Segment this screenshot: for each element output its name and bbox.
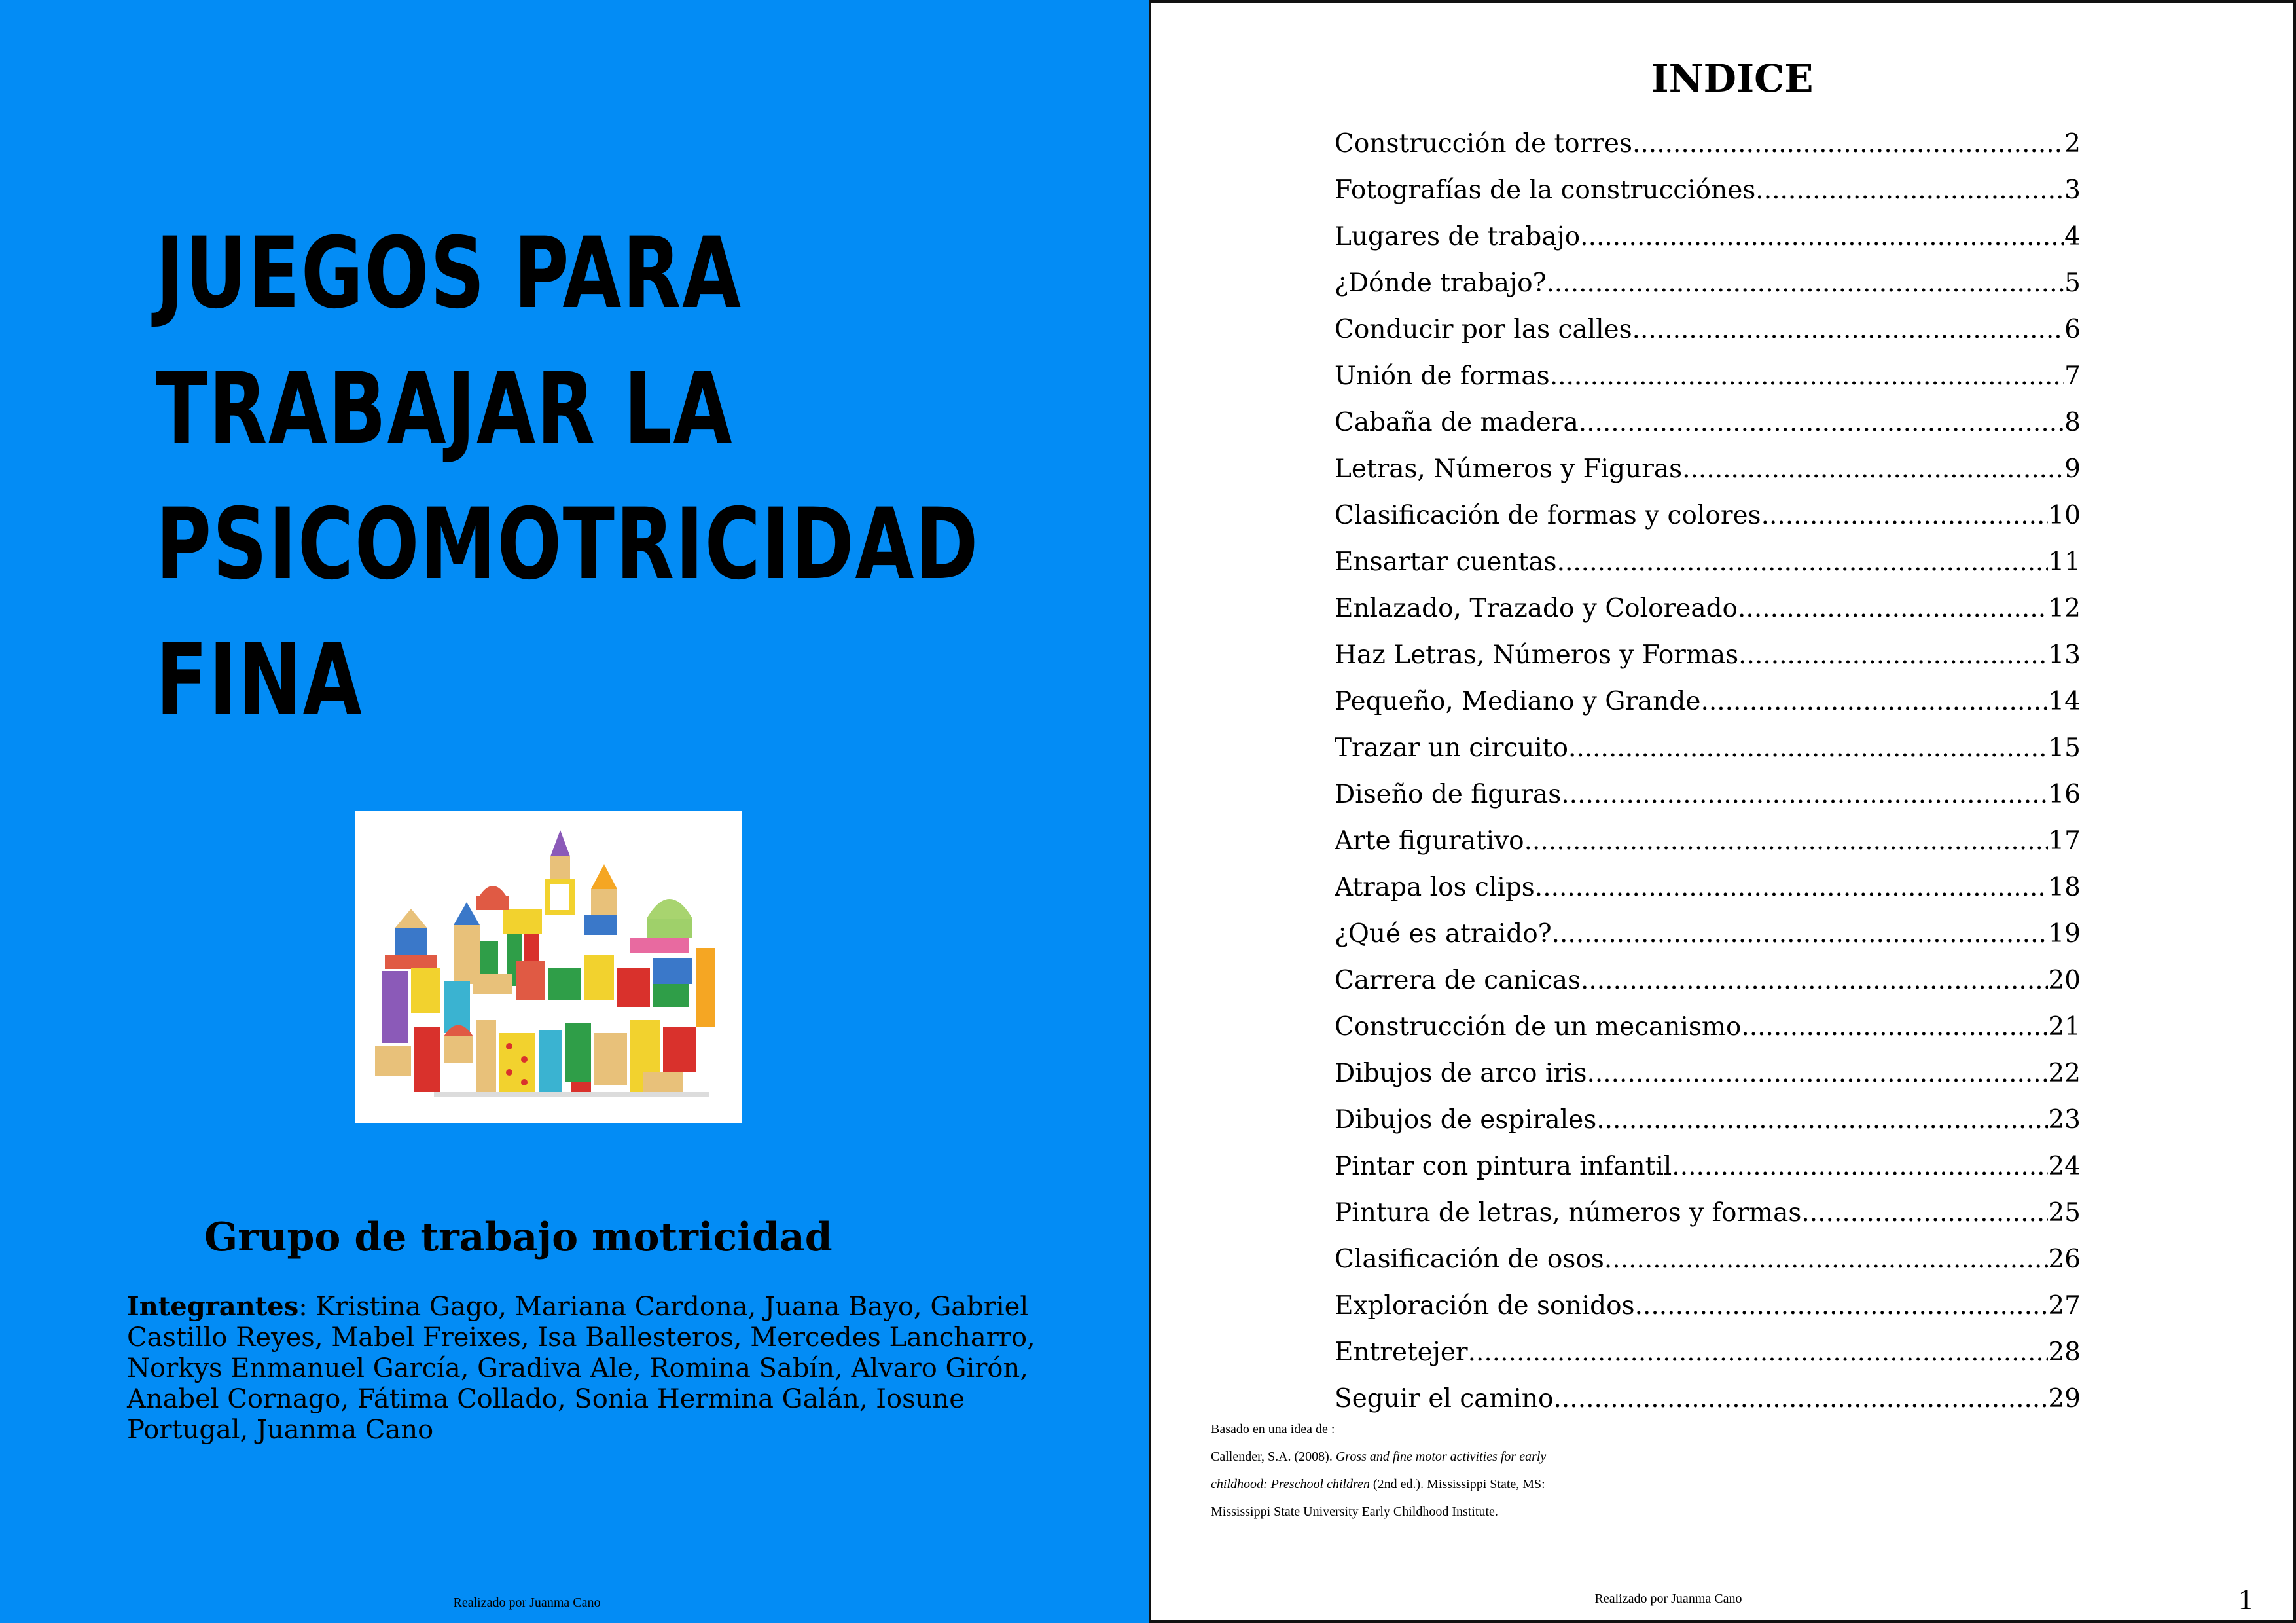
toc-entry-title: ¿Dónde trabajo?: [1335, 268, 1547, 298]
toc-entry-title: Entretejer: [1335, 1338, 1468, 1367]
toc-leader-dots: [1700, 687, 2048, 716]
toc-entry-title: Atrapa los clips: [1335, 873, 1535, 902]
cover-title-line: TRABAJAR LA: [156, 352, 734, 466]
toc-entry-page: 5: [2064, 268, 2081, 298]
toc-leader-dots: [1554, 1384, 2049, 1413]
reference-note: [1211, 1415, 1636, 1525]
toc-entry-title: Exploración de sonidos: [1335, 1291, 1635, 1321]
toc-leader-dots: [1632, 315, 2065, 344]
toc-leader-dots: [1738, 640, 2048, 670]
toc-entry-title: Construcción de torres: [1335, 129, 1633, 158]
toc-leader-dots: [1635, 1291, 2049, 1321]
toc-entry-title: Construcción de un mecanismo: [1335, 1012, 1742, 1042]
toc-entry[interactable]: [1335, 632, 2081, 678]
toc-entry[interactable]: [1335, 1329, 2081, 1376]
toc-entry-page: 19: [2048, 919, 2081, 949]
toc-entry[interactable]: [1335, 260, 2081, 306]
toc-entry[interactable]: [1335, 446, 2081, 492]
members-label: Integrantes: [127, 1291, 299, 1322]
toc-entry[interactable]: [1335, 399, 2081, 446]
toc-entry-title: Trazar un circuito: [1335, 733, 1568, 763]
toc-entry-page: 28: [2048, 1338, 2081, 1367]
toc-entry[interactable]: [1335, 492, 2081, 539]
toc-entry[interactable]: [1335, 306, 2081, 353]
toc-entry-title: Clasificación de formas y colores: [1335, 501, 1761, 530]
toc-entry[interactable]: [1335, 864, 2081, 911]
toc-entry[interactable]: [1335, 585, 2081, 632]
toc-entry-page: 17: [2048, 826, 2081, 856]
toc-leader-dots: [1535, 873, 2049, 902]
reference-citation-line: [1211, 1470, 1636, 1498]
toc-leader-dots: [1468, 1338, 2049, 1367]
toc-leader-dots: [1738, 594, 2048, 623]
index-footer: Realizado por Juanma Cano: [1594, 1592, 1742, 1606]
toc-entry[interactable]: [1335, 1097, 2081, 1143]
toc-entry-title: Arte figurativo: [1335, 826, 1524, 856]
cover-footer: Realizado por Juanma Cano: [453, 1596, 601, 1610]
toc-entry-page: 14: [2048, 687, 2081, 716]
toc-leader-dots: [1632, 129, 2064, 158]
toc-leader-dots: [1581, 966, 2048, 995]
toc-leader-dots: [1580, 222, 2064, 251]
toc-leader-dots: [1561, 780, 2048, 809]
citation-title: childhood: Preschool children: [1211, 1477, 1370, 1491]
toc-entry[interactable]: [1335, 1004, 2081, 1050]
toc-entry-title: Clasificación de osos: [1335, 1245, 1604, 1274]
group-title: Grupo de trabajo motricidad: [204, 1214, 833, 1260]
toc-entry-page: 11: [2048, 547, 2081, 577]
toc-leader-dots: [1552, 919, 2049, 949]
toc-entry-title: Dibujos de espirales: [1335, 1105, 1597, 1135]
toc-entry-title: Pintar con pintura infantil: [1335, 1152, 1672, 1181]
toc-entry-page: 9: [2064, 454, 2081, 484]
toc-entry[interactable]: [1335, 957, 2081, 1004]
toc-entry-page: 21: [2048, 1012, 2081, 1042]
citation-edition: (2nd ed.). Mississippi State, MS:: [1369, 1477, 1545, 1491]
toc-entry-title: Fotografías de la construcciónes: [1335, 175, 1756, 205]
index-page: [1149, 0, 2296, 1623]
toc-entry[interactable]: [1335, 539, 2081, 585]
toc-entry-title: Pintura de letras, números y formas: [1335, 1198, 1802, 1228]
toc-entry-page: 4: [2064, 222, 2081, 251]
index-title: INDICE: [1651, 56, 1814, 101]
page-number: 1: [2238, 1583, 2253, 1615]
toc-entry-title: Carrera de canicas: [1335, 966, 1581, 995]
toc-entry[interactable]: [1335, 771, 2081, 818]
toc-entry-page: 6: [2064, 315, 2081, 344]
reference-citation-line: Mississippi State University Early Childhood Institute.: [1211, 1504, 1498, 1519]
toc-entry[interactable]: [1335, 1236, 2081, 1283]
toc-entry[interactable]: [1335, 213, 2081, 260]
toc-entry-title: Seguir el camino: [1335, 1384, 1554, 1413]
toc-entry-title: Pequeño, Mediano y Grande: [1335, 687, 1701, 716]
toc-leader-dots: [1524, 826, 2049, 856]
cover-title-line: JUEGOS PARA: [156, 217, 742, 331]
citation-title: Gross and fine motor activities for early: [1335, 1450, 1547, 1464]
toc-entry-page: 20: [2048, 966, 2081, 995]
toc-entry-page: 25: [2048, 1198, 2081, 1228]
reference-citation-line: [1211, 1443, 1636, 1470]
members-names: : Kristina Gago, Mariana Cardona, Juana Bayo, Gabriel Castillo Reyes, Mabel Freixes, Isa Ballesteros, Mercedes Lancharro, Norkys Enmanuel García, Gradiva Ale, Romina Sabín, Alvaro Girón, Anabel Cornago, Fátima Collado, Sonia Hermina Galán, Iosune Portugal, Juanma Cano: [127, 1292, 1035, 1445]
toc-entry-title: Dibujos de arco iris: [1335, 1059, 1587, 1088]
toc-entry[interactable]: [1335, 678, 2081, 725]
toc-leader-dots: [1587, 1059, 2048, 1088]
toc-leader-dots: [1755, 175, 2064, 205]
toc-entry-page: 24: [2048, 1152, 2081, 1181]
toc-entry[interactable]: [1335, 1283, 2081, 1329]
toc-entry-page: 15: [2048, 733, 2081, 763]
toc-entry[interactable]: [1335, 1050, 2081, 1097]
toc-leader-dots: [1604, 1245, 2048, 1274]
toc-entry-page: 2: [2064, 129, 2081, 158]
toc-leader-dots: [1546, 268, 2064, 298]
toc-leader-dots: [1550, 361, 2064, 391]
toc-leader-dots: [1568, 733, 2048, 763]
toc-entry-page: 3: [2064, 175, 2081, 205]
toc-entry[interactable]: [1335, 911, 2081, 957]
toc-entry[interactable]: [1335, 725, 2081, 771]
cover-title-line: FINA: [156, 623, 363, 737]
cover-title-line: PSICOMOTRICIDAD: [156, 488, 980, 602]
toc-entry-page: 23: [2048, 1105, 2081, 1135]
toc-entry-title: Lugares de trabajo: [1335, 222, 1581, 251]
toc-leader-dots: [1741, 1012, 2048, 1042]
members-list: [127, 1291, 1043, 1446]
toc-entry-title: ¿Qué es atraido?: [1335, 919, 1552, 949]
toc-leader-dots: [1596, 1105, 2048, 1135]
toy-blocks-icon: [355, 811, 742, 1123]
citation-authors: Callender, S.A. (2008).: [1211, 1450, 1336, 1464]
toc-entry[interactable]: [1335, 120, 2081, 167]
toc-leader-dots: [1761, 501, 2049, 530]
toc-entry-page: 8: [2064, 408, 2081, 437]
reference-intro: Basado en una idea de :: [1211, 1422, 1335, 1436]
toc-entry-page: 7: [2064, 361, 2081, 391]
toc-entry[interactable]: [1335, 1143, 2081, 1190]
cover-title: [156, 206, 1113, 748]
toc-leader-dots: [1682, 454, 2064, 484]
toc-leader-dots: [1801, 1198, 2048, 1228]
toc-leader-dots: [1672, 1152, 2048, 1181]
toc-entry-title: Cabaña de madera: [1335, 408, 1579, 437]
toc-entry[interactable]: [1335, 167, 2081, 213]
toc-entry-title: Diseño de figuras: [1335, 780, 1562, 809]
toc-entry-page: 13: [2048, 640, 2081, 670]
toc-entry-page: 26: [2048, 1245, 2081, 1274]
toc-entry-title: Conducir por las calles: [1335, 315, 1632, 344]
toc-leader-dots: [1579, 408, 2064, 437]
toc-entry-title: Ensartar cuentas: [1335, 547, 1557, 577]
toc-entry-page: 16: [2048, 780, 2081, 809]
toc-leader-dots: [1557, 547, 2049, 577]
table-of-contents: [1335, 120, 2081, 1422]
toc-entry[interactable]: [1335, 1190, 2081, 1236]
toc-entry[interactable]: [1335, 818, 2081, 864]
toc-entry-page: 27: [2048, 1291, 2081, 1321]
toc-entry-page: 12: [2048, 594, 2081, 623]
toc-entry-page: 10: [2048, 501, 2081, 530]
toc-entry-page: 22: [2048, 1059, 2081, 1088]
toc-entry-title: Unión de formas: [1335, 361, 1550, 391]
toc-entry-page: 29: [2048, 1384, 2081, 1413]
toc-entry[interactable]: [1335, 353, 2081, 399]
toc-entry-title: Letras, Números y Figuras: [1335, 454, 1683, 484]
toc-entry-title: Enlazado, Trazado y Coloreado: [1335, 594, 1738, 623]
toc-entry-page: 18: [2048, 873, 2081, 902]
toc-entry-title: Haz Letras, Números y Formas: [1335, 640, 1739, 670]
